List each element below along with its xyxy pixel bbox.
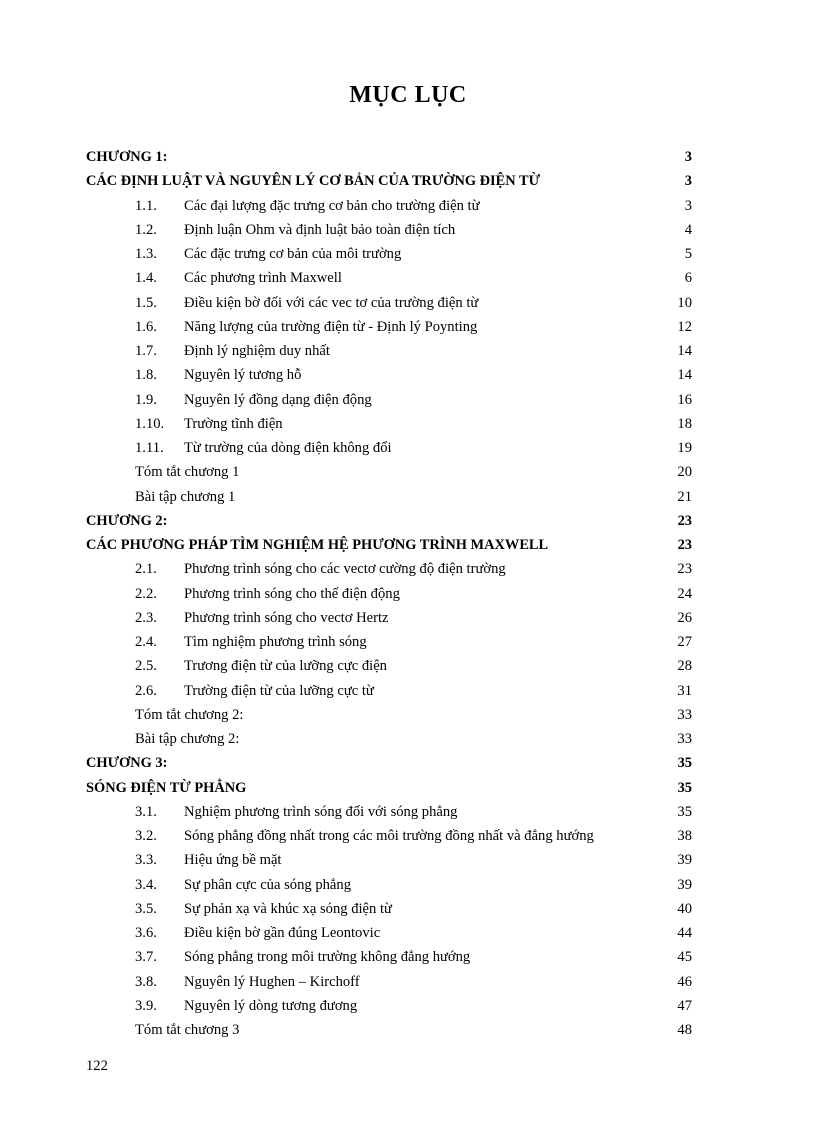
toc-entry-page: 3 (684, 197, 692, 214)
toc-entry-title: Nguyên lý tương hỗ (184, 367, 302, 384)
toc-entry-page: 33 (677, 731, 692, 747)
toc-entry-title: Tóm tắt chương 2: (135, 706, 244, 723)
toc-entry[interactable] (86, 291, 698, 315)
toc-entry-number: 3.3. (135, 852, 157, 869)
toc-entry[interactable] (86, 266, 698, 290)
toc-entry-page: 23 (677, 537, 692, 553)
toc-entry-title: Tóm tắt chương 3 (135, 1022, 240, 1038)
toc-entry[interactable] (86, 242, 698, 266)
toc-entry-title: Các đại lượng đặc trưng cơ bản cho trường điện từ (184, 197, 480, 214)
toc-entry-page: 39 (677, 852, 692, 869)
toc-entry[interactable] (86, 606, 698, 630)
toc-entry-title: Điều kiện bờ đối với các vec tơ của trường điện từ (184, 294, 479, 311)
toc-entry-title: Bài tập chương 1 (135, 488, 236, 505)
toc-entry[interactable] (86, 654, 698, 678)
toc-entry-number: 2.4. (135, 634, 157, 650)
toc-entry-title: Định lý nghiệm duy nhất (184, 343, 330, 359)
toc-entry[interactable] (86, 557, 698, 581)
toc-entry[interactable] (86, 1018, 698, 1042)
toc-entry-title: Điều kiện bờ gần đúng Leontovic (184, 925, 381, 941)
toc-entry-page: 33 (677, 706, 692, 723)
toc-entry-title: Các phương trình Maxwell (184, 270, 342, 287)
toc-entry[interactable] (86, 873, 698, 897)
toc-entry[interactable] (86, 727, 698, 751)
toc-entry-page: 40 (677, 900, 692, 917)
toc-entry-number: 3.5. (135, 900, 157, 917)
toc-entry-number: 1.4. (135, 270, 157, 287)
toc-entry[interactable] (86, 218, 698, 242)
toc-entry-page: 28 (677, 658, 692, 675)
toc-entry[interactable] (86, 169, 698, 193)
toc-entry-title: Từ trường của dòng điện không đổi (184, 440, 392, 456)
toc-entry-page: 10 (677, 294, 692, 311)
toc-entry-page: 24 (677, 585, 692, 602)
toc-entry-page: 35 (677, 803, 692, 820)
toc-entry[interactable] (86, 412, 698, 436)
toc-entry-page: 35 (677, 779, 692, 796)
toc-entry-title: SÓNG ĐIỆN TỪ PHẲNG (86, 779, 247, 796)
toc-entry-page: 48 (677, 1022, 692, 1038)
toc-entry-title: CHƯƠNG 1: (86, 149, 168, 165)
toc-entry[interactable] (86, 897, 698, 921)
toc-entry-title: Trường điện từ của lưỡng cực từ (184, 682, 374, 699)
toc-entry-number: 1.10. (135, 415, 165, 432)
toc-entry[interactable] (86, 848, 698, 872)
toc-entry-page: 31 (677, 682, 692, 699)
toc-entry-page: 27 (677, 634, 692, 650)
toc-entry-number: 1.5. (135, 294, 157, 311)
toc-entry-number: 2.5. (135, 658, 157, 675)
toc-entry-number: 3.9. (135, 997, 157, 1014)
toc-entry-title: Sự phản xạ và khúc xạ sóng điện từ (184, 900, 392, 917)
toc-entry-title: Sóng phẳng đồng nhất trong các môi trường đồng nhất và đẳng hướng (184, 828, 594, 844)
table-of-contents (86, 145, 698, 1042)
toc-entry-page: 21 (677, 488, 692, 505)
toc-entry[interactable] (86, 194, 698, 218)
toc-entry-title: Sóng phẳng trong môi trường không đẳng hướng (184, 949, 471, 966)
toc-entry[interactable] (86, 339, 698, 363)
toc-entry-page: 47 (677, 997, 692, 1014)
toc-entry-title: Năng lượng của trường điện từ - Định lý Poynting (184, 318, 478, 335)
toc-entry-title: Sự phân cực của sóng phẳng (184, 876, 351, 893)
toc-entry[interactable] (86, 751, 698, 775)
toc-entry-page: 3 (684, 173, 692, 190)
toc-entry-number: 1.8. (135, 367, 157, 384)
toc-entry-page: 3 (684, 149, 692, 165)
toc-entry-title: CÁC ĐỊNH LUẬT VÀ NGUYÊN LÝ CƠ BẢN CỦA TRƯỜNG ĐIỆN TỪ (86, 173, 541, 190)
toc-entry[interactable] (86, 460, 698, 484)
page-title: MỤC LỤC (349, 82, 467, 108)
toc-entry-page: 14 (677, 343, 692, 359)
toc-entry-number: 3.7. (135, 949, 157, 966)
toc-entry-title: Bài tập chương 2: (135, 731, 240, 747)
toc-entry-title: Phương trình sóng cho vectơ Hertz (184, 609, 389, 626)
toc-entry-page: 5 (684, 246, 692, 262)
toc-entry-number: 2.1. (135, 561, 157, 578)
toc-entry-title: CHƯƠNG 3: (86, 755, 168, 772)
toc-entry-title: Trương điện từ của lưỡng cực điện (184, 658, 387, 675)
toc-entry-page: 19 (677, 440, 692, 456)
toc-entry-page: 44 (677, 925, 692, 941)
toc-entry[interactable] (86, 630, 698, 654)
toc-entry[interactable] (86, 582, 698, 606)
toc-entry-page: 23 (677, 512, 692, 529)
toc-entry-page: 35 (677, 755, 692, 772)
toc-entry-number: 3.1. (135, 803, 157, 820)
toc-entry[interactable] (86, 315, 698, 339)
toc-entry-page: 18 (677, 415, 692, 432)
toc-entry-number: 1.7. (135, 343, 157, 359)
toc-entry[interactable] (86, 509, 698, 533)
toc-entry-page: 26 (677, 609, 692, 626)
toc-entry-page: 14 (677, 367, 692, 384)
toc-entry-title: Tìm nghiệm phương trình sóng (184, 634, 367, 650)
toc-entry-page: 38 (677, 828, 692, 844)
toc-entry[interactable] (86, 800, 698, 824)
toc-entry-title: Nguyên lý Hughen – Kirchoff (184, 973, 360, 990)
toc-entry-number: 2.3. (135, 609, 157, 626)
toc-entry-number: 1.3. (135, 246, 157, 262)
toc-entry-title: Nguyên lý dòng tương đương (184, 997, 358, 1014)
toc-entry[interactable] (86, 921, 698, 945)
toc-entry-page: 6 (684, 270, 692, 287)
toc-entry-title: Nghiệm phương trình sóng đối với sóng phẳng (184, 803, 458, 820)
toc-entry-title: Nguyên lý đồng dạng điện động (184, 391, 372, 408)
toc-entry-page: 12 (677, 318, 692, 335)
toc-entry[interactable] (86, 485, 698, 509)
toc-entry-number: 1.6. (135, 318, 157, 335)
toc-entry-number: 1.1. (135, 197, 157, 214)
toc-entry-page: 39 (677, 876, 692, 893)
toc-entry-title: CÁC PHƯƠNG PHÁP TÌM NGHIỆM HỆ PHƯƠNG TRÌNH MAXWELL (86, 537, 549, 553)
toc-entry[interactable] (86, 145, 698, 169)
toc-entry-number: 2.2. (135, 585, 157, 602)
toc-entry-page: 46 (677, 973, 692, 990)
toc-entry-title: Tóm tắt chương 1 (135, 464, 240, 481)
toc-entry-number: 3.6. (135, 925, 157, 941)
toc-entry[interactable] (86, 388, 698, 412)
toc-entry-number: 3.2. (135, 828, 157, 844)
toc-entry-title: Phương trình sóng cho thế điện động (184, 585, 400, 602)
toc-entry[interactable] (86, 824, 698, 848)
toc-entry-title: Trường tĩnh điện (184, 415, 283, 432)
toc-entry[interactable] (86, 436, 698, 460)
page-number: 122 (86, 1058, 108, 1074)
toc-entry-number: 3.8. (135, 973, 157, 990)
toc-entry-page: 4 (684, 221, 692, 238)
toc-entry[interactable] (86, 363, 698, 387)
toc-entry-number: 1.11. (135, 440, 164, 456)
toc-entry-title: Phương trình sóng cho các vectơ cường độ điện trường (184, 561, 506, 578)
toc-entry-title: Hiệu ứng bề mặt (184, 852, 282, 869)
toc-entry-title: Định luận Ohm và định luật bảo toàn điện tích (184, 221, 456, 238)
toc-entry-page: 45 (677, 949, 692, 966)
toc-entry[interactable] (86, 945, 698, 969)
toc-entry-page: 20 (677, 464, 692, 481)
toc-entry-title: Các đặc trưng cơ bản của môi trường (184, 246, 402, 262)
toc-entry[interactable] (86, 776, 698, 800)
toc-entry[interactable] (86, 703, 698, 727)
toc-entry[interactable] (86, 533, 698, 557)
toc-entry-page: 23 (677, 561, 692, 578)
toc-entry-number: 1.2. (135, 221, 157, 238)
toc-entry-number: 2.6. (135, 682, 157, 699)
toc-entry-title: CHƯƠNG 2: (86, 512, 168, 529)
toc-entry[interactable] (86, 970, 698, 994)
toc-entry[interactable] (86, 994, 698, 1018)
toc-entry-page: 16 (677, 391, 692, 408)
toc-entry-number: 1.9. (135, 391, 157, 408)
toc-entry-number: 3.4. (135, 876, 157, 893)
toc-entry[interactable] (86, 679, 698, 703)
